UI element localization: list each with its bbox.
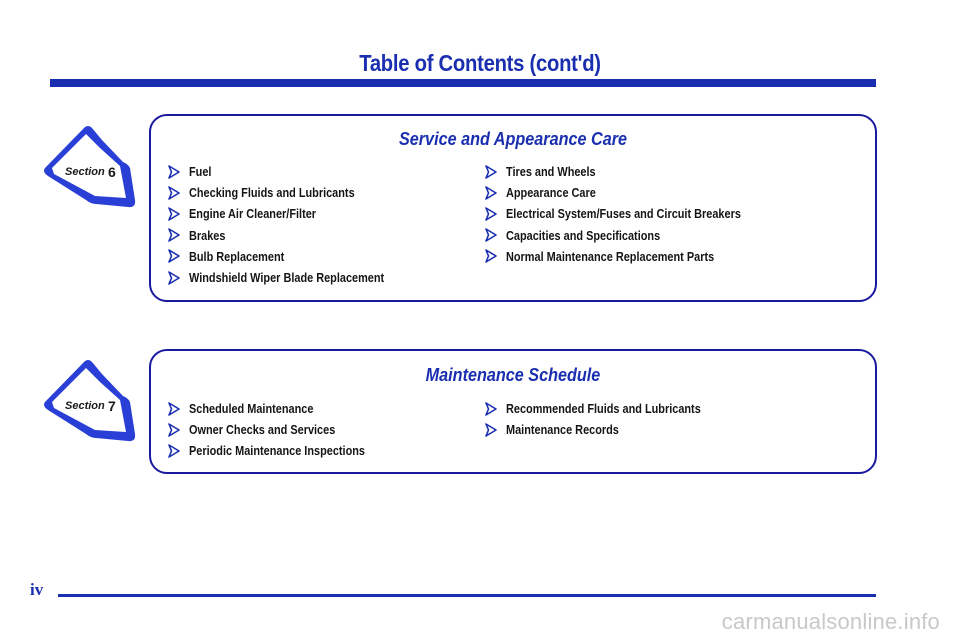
list-item-label: Scheduled Maintenance (189, 401, 314, 417)
section-tab-word: Section (65, 166, 105, 178)
watermark: carmanualsonline.info (721, 609, 940, 634)
list-item-label: Owner Checks and Services (189, 422, 336, 438)
list-item-label: Brakes (189, 227, 226, 243)
arrow-bullet-icon (167, 228, 181, 242)
arrow-bullet-icon (484, 249, 498, 263)
list-item-label: Capacities and Specifications (506, 227, 661, 243)
arrow-bullet-icon (167, 423, 181, 437)
list-item-label: Windshield Wiper Blade Replacement (189, 270, 385, 286)
arrow-bullet-icon (484, 186, 498, 200)
page-title: Table of Contents (cont'd) (359, 50, 601, 76)
arrow-bullet-icon (167, 207, 181, 221)
arrow-bullet-icon (484, 423, 498, 437)
section-title: Service and Appearance Care (398, 129, 628, 149)
arrow-bullet-icon (167, 249, 181, 263)
section-7-left-list (167, 398, 399, 462)
arrow-bullet-icon (167, 271, 181, 285)
arrow-bullet-icon (484, 207, 498, 221)
list-item[interactable] (167, 161, 421, 182)
list-item-label: Engine Air Cleaner/Filter (189, 206, 317, 222)
section-tab-icon (40, 120, 140, 215)
list-item[interactable] (484, 225, 786, 246)
arrow-bullet-icon (167, 165, 181, 179)
list-item[interactable] (167, 440, 399, 461)
section-6-left-list (167, 161, 421, 288)
list-item-label: Normal Maintenance Replacement Parts (506, 248, 715, 264)
arrow-bullet-icon (484, 228, 498, 242)
list-item[interactable] (167, 419, 399, 440)
section-7-tab[interactable] (40, 354, 140, 449)
section-tab-word: Section (65, 400, 105, 412)
list-item[interactable] (484, 398, 738, 419)
section-tab-icon (40, 354, 140, 449)
list-item[interactable] (484, 419, 738, 440)
section-7-card (149, 349, 877, 474)
list-item[interactable] (167, 203, 421, 224)
list-item[interactable] (484, 161, 786, 182)
list-item-label: Fuel (189, 164, 212, 180)
list-item[interactable] (167, 225, 421, 246)
arrow-bullet-icon (484, 165, 498, 179)
list-item[interactable] (167, 267, 421, 288)
arrow-bullet-icon (167, 186, 181, 200)
section-6-card (149, 114, 877, 302)
list-item[interactable] (167, 182, 421, 203)
section-7-right-list (484, 398, 738, 440)
section-6-tab[interactable] (40, 120, 140, 215)
list-item[interactable] (484, 246, 786, 267)
list-item-label: Tires and Wheels (506, 164, 596, 180)
list-item-label: Periodic Maintenance Inspections (189, 443, 365, 459)
list-item-label: Appearance Care (506, 185, 596, 201)
footer-rule (58, 594, 876, 597)
list-item-label: Checking Fluids and Lubricants (189, 185, 355, 201)
arrow-bullet-icon (484, 402, 498, 416)
list-item[interactable] (484, 203, 786, 224)
title-rule (50, 79, 876, 87)
list-item-label: Maintenance Records (506, 422, 619, 438)
list-item[interactable] (167, 398, 399, 419)
arrow-bullet-icon (167, 402, 181, 416)
section-tab-number: 7 (108, 398, 116, 414)
list-item-label: Recommended Fluids and Lubricants (506, 401, 701, 417)
list-item[interactable] (484, 182, 786, 203)
arrow-bullet-icon (167, 444, 181, 458)
section-title: Maintenance Schedule (425, 365, 601, 385)
page-number: iv (30, 580, 44, 599)
list-item-label: Electrical System/Fuses and Circuit Breakers (506, 206, 741, 222)
list-item[interactable] (167, 246, 421, 267)
section-6-right-list (484, 161, 786, 267)
list-item-label: Bulb Replacement (189, 248, 285, 264)
section-tab-number: 6 (108, 164, 116, 180)
